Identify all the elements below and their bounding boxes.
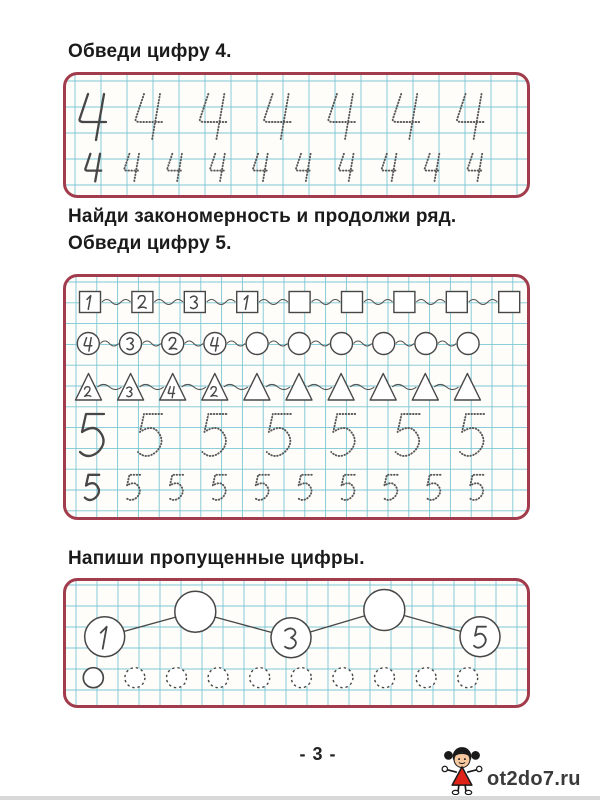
- heading-pattern-line2: Обведи цифру 5.: [68, 233, 232, 254]
- pattern-5-panel: [63, 274, 530, 520]
- site-logo: [441, 745, 591, 795]
- heading-missing-digits: Напиши пропущенные цифры.: [68, 548, 365, 569]
- site-logo-text: ot2do7.ru: [487, 768, 581, 790]
- bottom-divider: [0, 796, 600, 800]
- missing-digits-panel: [63, 578, 530, 708]
- page-number: - 3 -: [299, 744, 337, 764]
- trace-4-panel: [63, 72, 530, 198]
- heading-trace-4: Обведи цифру 4.: [68, 41, 232, 62]
- girl-in-red-dress-icon: [441, 745, 483, 795]
- heading-pattern-5: [68, 203, 456, 257]
- heading-pattern-line1: Найди закономерность и продолжи ряд.: [68, 206, 457, 227]
